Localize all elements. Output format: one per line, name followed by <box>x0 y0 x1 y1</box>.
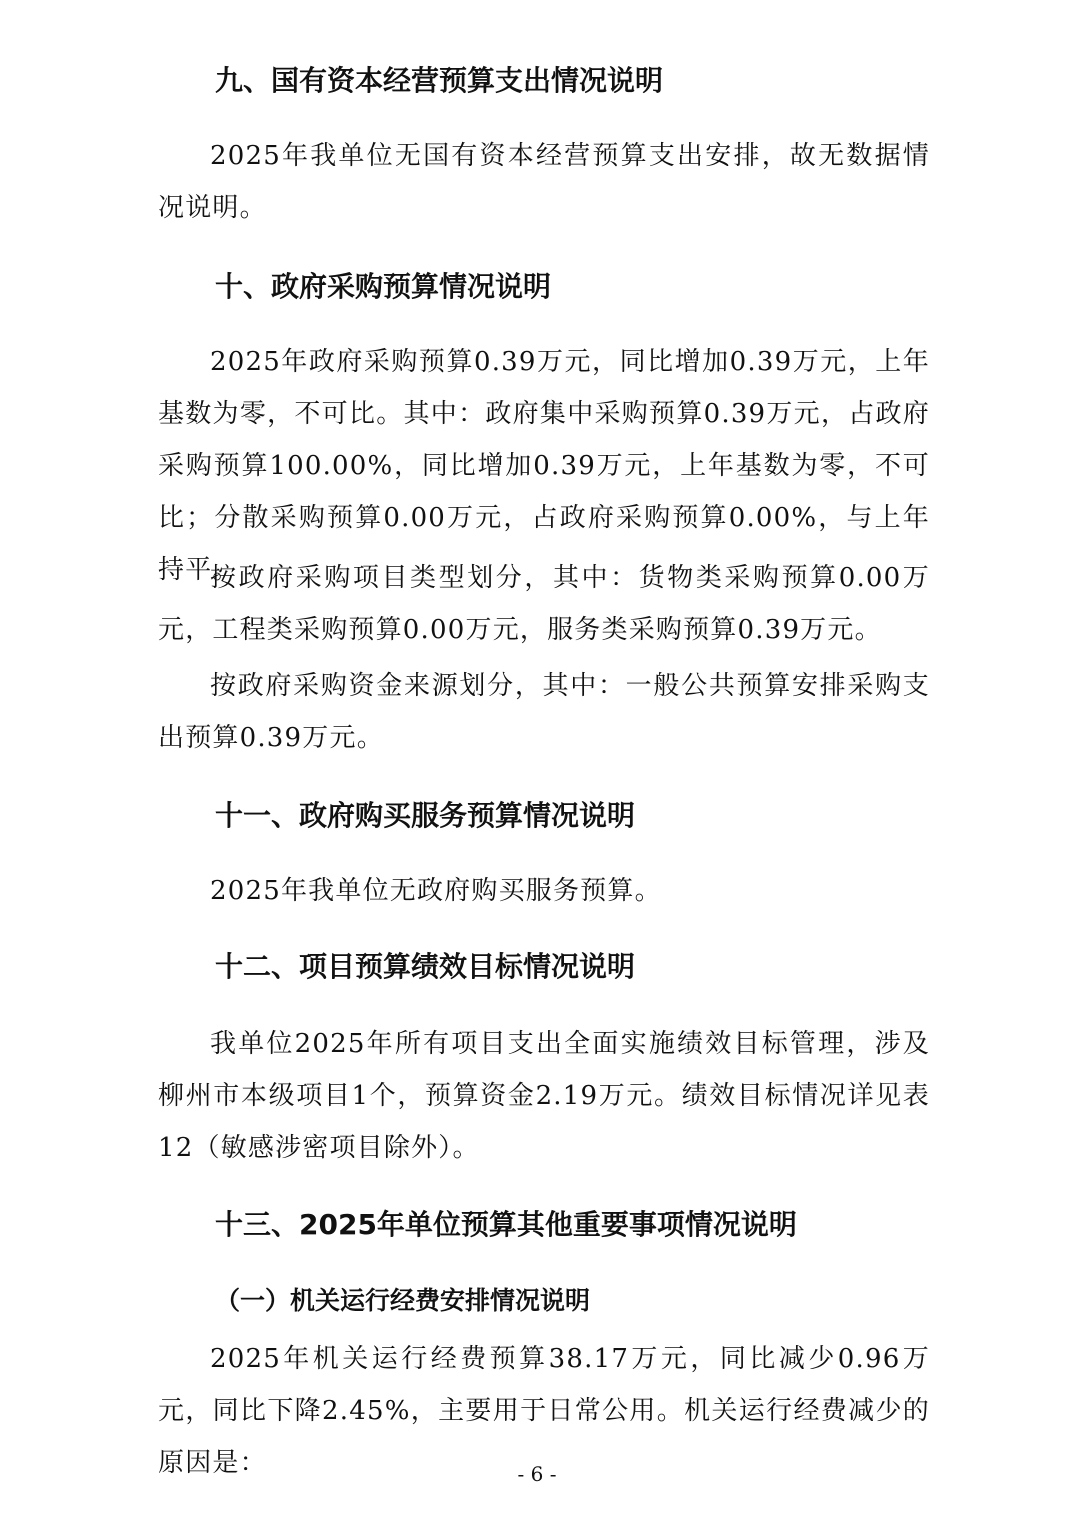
section-9-paragraph: 2025年我单位无国有资本经营预算支出安排，故无数据情况说明。 <box>158 141 930 223</box>
section-11-heading: 十一、政府购买服务预算情况说明 <box>215 799 636 832</box>
section-13-heading: 十三、2025年单位预算其他重要事项情况说明 <box>215 1208 797 1241</box>
section-12-paragraph: 我单位2025年所有项目支出全面实施绩效目标管理，涉及柳州市本级项目1个，预算资金2.19万元。绩效目标情况详见表12（敏感涉密项目除外）。 <box>158 1029 930 1163</box>
section-12-heading: 十二、项目预算绩效目标情况说明 <box>215 950 636 983</box>
page-number: - 6 - <box>517 1462 557 1486</box>
section-11-paragraph: 2025年我单位无政府购买服务预算。 <box>210 876 662 906</box>
section-9-heading: 九、国有资本经营预算支出情况说明 <box>215 64 664 97</box>
section-10-heading: 十、政府采购预算情况说明 <box>215 270 552 303</box>
section-10-paragraph-2: 按政府采购项目类型划分，其中：货物类采购预算0.00万元，工程类采购预算0.00万元，服务类采购预算0.39万元。 <box>158 563 930 645</box>
section-13-paragraph-1: 2025年机关运行经费预算38.17万元，同比减少0.96万元，同比下降2.45%，主要用于日常公用。机关运行经费减少的原因是： <box>158 1344 930 1478</box>
section-10-paragraph-1: 2025年政府采购预算0.39万元，同比增加0.39万元，上年基数为零，不可比。其中：政府集中采购预算0.39万元，占政府采购预算100.00%，同比增加0.39万元，上年基数为零，不可比；分散采购预算0.00万元，占政府采购预算0.00%，与上年持平。 <box>158 347 930 585</box>
section-13-subheading-1: （一）机关运行经费安排情况说明 <box>215 1286 591 1315</box>
section-10-paragraph-3: 按政府采购资金来源划分，其中：一般公共预算安排采购支出预算0.39万元。 <box>158 671 930 753</box>
